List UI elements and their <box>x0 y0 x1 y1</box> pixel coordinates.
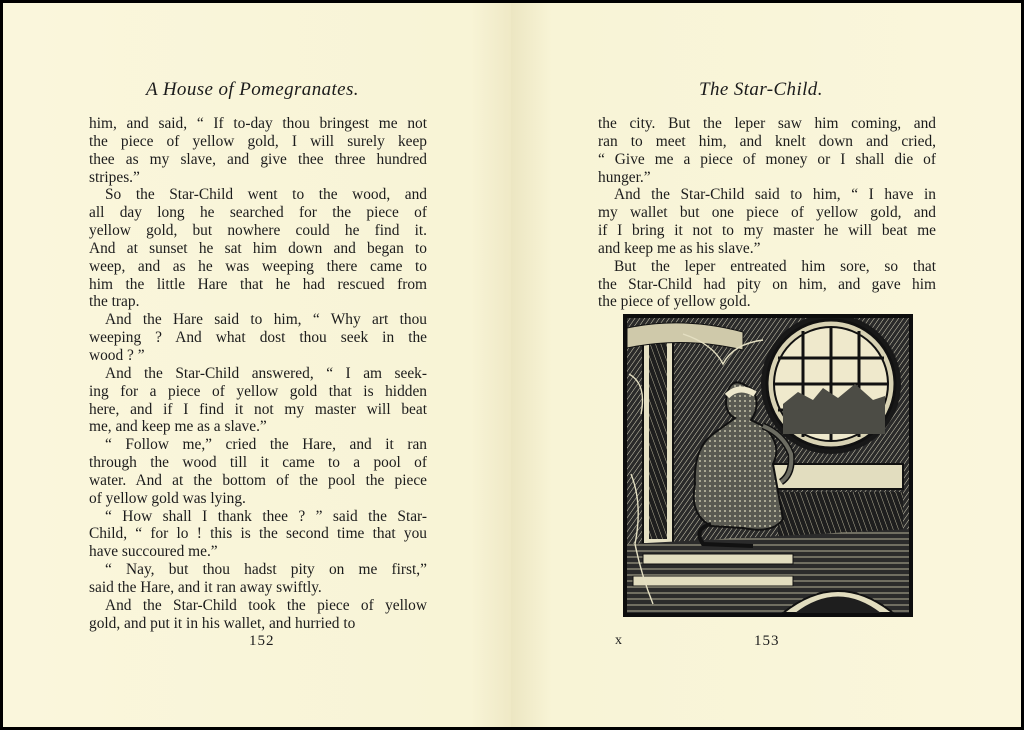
text-line: the piece of yellow gold. <box>598 293 751 311</box>
left-page <box>3 3 511 727</box>
text-line: the city. But the leper saw him coming, and <box>598 115 936 132</box>
text-line: thee as my slave, and give thee three hundred <box>89 150 427 168</box>
text-line: “ Follow me,” cried the Hare, and it ran <box>105 436 427 454</box>
signature-mark: x <box>615 633 622 648</box>
text-line: stripes.” <box>89 168 140 186</box>
text-line: the piece of yellow gold, I will surely keep <box>89 132 427 150</box>
text-line: “ Nay, but thou hadst pity on me first,” <box>105 561 427 579</box>
text-line: So the Star-Child went to the wood, and <box>105 186 427 204</box>
text-line: And the Hare said to him, “ Why art thou <box>105 311 427 329</box>
text-line: water. And at the bottom of the pool the piece <box>89 471 427 489</box>
page-number: 152 <box>249 633 275 649</box>
text-line: me, and keep me as a slave.” <box>89 418 267 436</box>
text-line: him the little Hare that he had rescued from <box>89 275 427 293</box>
text-line: And the Star-Child took the piece of yellow <box>105 596 427 614</box>
text-line: wood ? ” <box>89 346 145 364</box>
page-number: 153 <box>754 633 780 649</box>
leper-illustration-icon <box>623 314 913 617</box>
text-line: all day long he searched for the piece of <box>89 204 427 222</box>
text-line: ran to meet him, and knelt down and cried, <box>598 132 936 150</box>
text-line: my wallet but one piece of yellow gold, and <box>598 204 936 222</box>
text-line: of yellow gold was lying. <box>89 489 246 507</box>
text-line: weeping ? And what dost thou seek in the <box>89 329 427 347</box>
text-line: “ Give me a piece of money or I shall die of <box>598 150 936 168</box>
right-page <box>511 3 1021 727</box>
text-line: And the Star-Child answered, “ I am seek- <box>105 364 427 382</box>
running-head: The Star-Child. <box>699 79 823 100</box>
text-line: said the Hare, and it ran away swiftly. <box>89 578 322 596</box>
text-line: if I bring it not to my master he will beat me <box>598 222 936 240</box>
text-line: him, and said, “ If to-day thou bringest me not <box>89 115 427 132</box>
text-line: And at sunset he sat him down and began to <box>89 239 427 257</box>
text-line: the Star-Child had pity on him, and gave him <box>598 275 936 293</box>
text-line: gold, and put it in his wallet, and hurried to <box>89 614 356 632</box>
text-line: But the leper entreated him sore, so that <box>614 257 936 275</box>
text-line: yellow gold, but nowhere could he find it. <box>89 222 427 240</box>
running-head: A House of Pomegranates. <box>146 79 359 100</box>
text-line: through the wood till it came to a pool of <box>89 454 427 472</box>
text-line: hunger.” <box>598 168 651 186</box>
text-line: the trap. <box>89 293 140 311</box>
text-line: have succoured me.” <box>89 543 218 561</box>
book-spread <box>3 3 1021 727</box>
text-line: here, and if I find it not my master will beat <box>89 400 427 418</box>
body-text <box>598 115 936 311</box>
body-text <box>89 115 427 632</box>
text-line: and keep me as his slave.” <box>598 239 761 257</box>
text-line: ing for a piece of yellow gold that is hidden <box>89 382 427 400</box>
text-line: “ How shall I thank thee ? ” said the Star- <box>105 507 427 525</box>
text-line: Child, “ for lo ! this is the second time that you <box>89 525 427 543</box>
text-line: And the Star-Child said to him, “ I have in <box>614 186 936 204</box>
text-line: weep, and as he was weeping there came to <box>89 257 427 275</box>
